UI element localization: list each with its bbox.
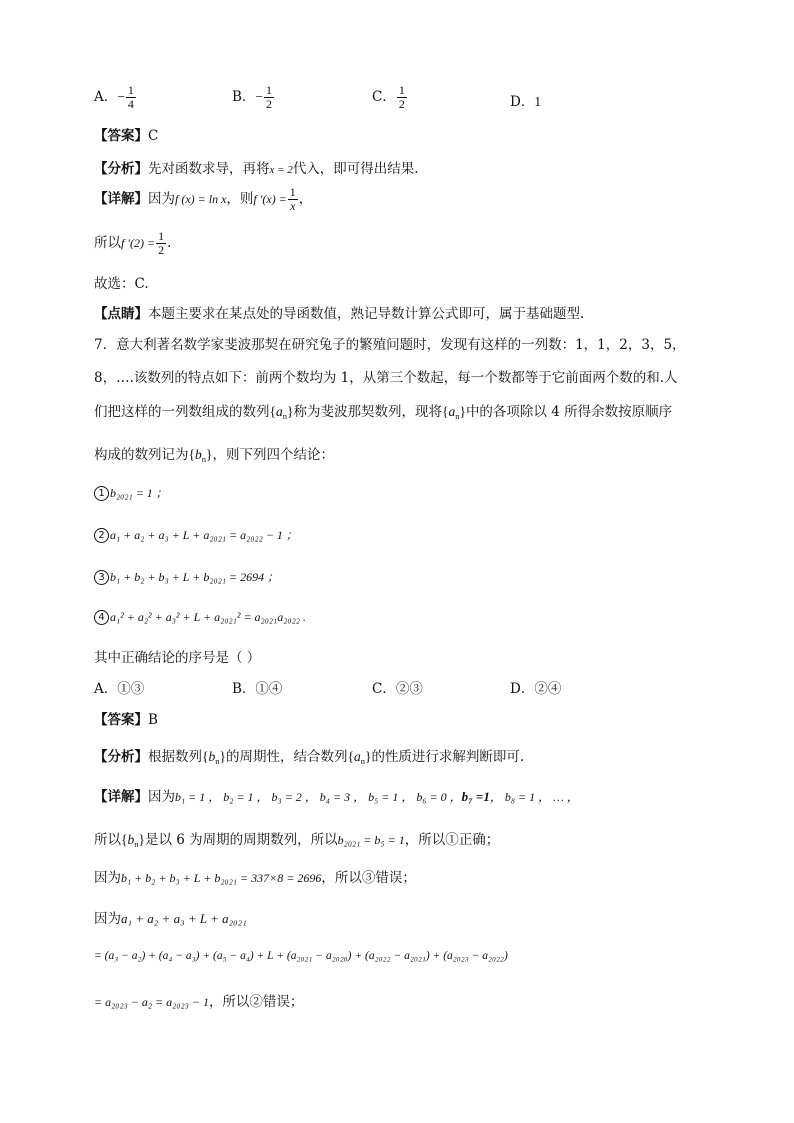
q7-statement-1: 1 b₂₀₂₁ = 1 ；	[94, 484, 168, 501]
q7-option-c: C．②③	[372, 681, 423, 697]
q6-answer: 【答案】C	[94, 128, 159, 144]
q7-stem-line3: 们把这样的一列数组成的数列$\{a_n\}$称为斐波那契数列，现将$\{a_n\}$中的各项除以 4 所得余数按原顺序	[94, 404, 673, 421]
q7-statement-3: 3 b₁ + b₂ + b₃ + L + b₂₀₂₁ = 2694 ；	[94, 568, 279, 585]
q7-telescoping: = (a₃ − a₂) + (a₄ − a₃) + (a₅ − a₄) + L + (a₂₀₂₁ − a₂₀₂₀) + (a₂₀₂₂ − a₂₀₂₁) + (a₂₀₂₃ − a₂₀₂₂)	[94, 950, 508, 962]
q6-analysis: 【分析】先对函数求导，再将x = 2代入，即可得出结果.	[94, 161, 419, 177]
q6-detail: 【详解】因为f (x) = ln x，则f ′(x) = $\frac{1}{x}$ ，	[94, 185, 313, 213]
q7-stem-line4: 构成的数列记为$\{b_n\}$，则下列四个结论：	[94, 447, 334, 464]
q6-option-d: D．1	[510, 94, 542, 110]
q6-so: 所以f ′(2) = $\frac{1}{2}$ .	[94, 229, 172, 257]
q7-stem-line2: 8，….该数列的特点如下：前两个数均为 1，从第三个数起，每一个数都等于它前面两个数的和.人	[94, 370, 678, 386]
q7-answer: 【答案】B	[94, 712, 158, 728]
q7-option-b: B．①④	[232, 681, 283, 697]
q7-option-a: A．①③	[94, 681, 145, 697]
q6-option-b: B．− $\frac{1}{2}$	[232, 83, 273, 111]
q6-comment: 【点睛】本题主要求在某点处的导函数值，熟记导数计算公式即可，属于基础题型.	[94, 306, 585, 322]
q7-stem-line1: 7．意大利著名数学家斐波那契在研究兔子的繁殖问题时，发现有这样的一列数：1，1，2，3，5，	[94, 337, 686, 353]
q7-period: 所以$\{b_n\}$是以 6 为周期的周期数列，所以b₂₀₂₁ = b₅ = 1，所以①正确；	[94, 832, 500, 849]
q7-statement-2: 2 a₁ + a₂ + a₃ + L + a₂₀₂₁ = a₂₀₂₂ − 1 ；	[94, 526, 298, 543]
q7-option-d: D．②④	[510, 681, 562, 697]
q6-choose: 故选：C.	[94, 276, 149, 292]
q6-option-a: A．− $\frac{1}{4}$	[94, 83, 134, 111]
q7-final: = a₂₀₂₃ − a₂ = a₂₀₂₃ − 1，所以②错误；	[94, 994, 304, 1010]
q7-sum-b: 因为b₁ + b₂ + b₃ + L + b₂₀₂₁ = 337×8 = 2696，所以③错误；	[94, 870, 416, 886]
q7-detail: 【详解】因为b₁ = 1 ， b₂ = 1 ， b₃ = 2 ， b₄ = 3 ， b₅ = 1 ， b₆ = 0 ，b₇ =1， b₈ = 1 ， … ，	[94, 789, 579, 805]
q7-question: 其中正确结论的序号是（ ）	[94, 650, 261, 666]
q7-statement-4: 4 a₁² + a₂² + a₃² + L + a₂₀₂₁² = a₂₀₂₁a₂₀₂₂ .	[94, 610, 306, 625]
q6-option-c: C． $\frac{1}{2}$	[372, 83, 405, 111]
q7-analysis: 【分析】根据数列$\{b_n\}$的周期性，结合数列$\{a_n\}$的性质进行求解判断即可.	[94, 749, 525, 766]
q7-sum-a: 因为a₁ + a₂ + a₃ + L + a₂₀₂₁	[94, 911, 247, 927]
